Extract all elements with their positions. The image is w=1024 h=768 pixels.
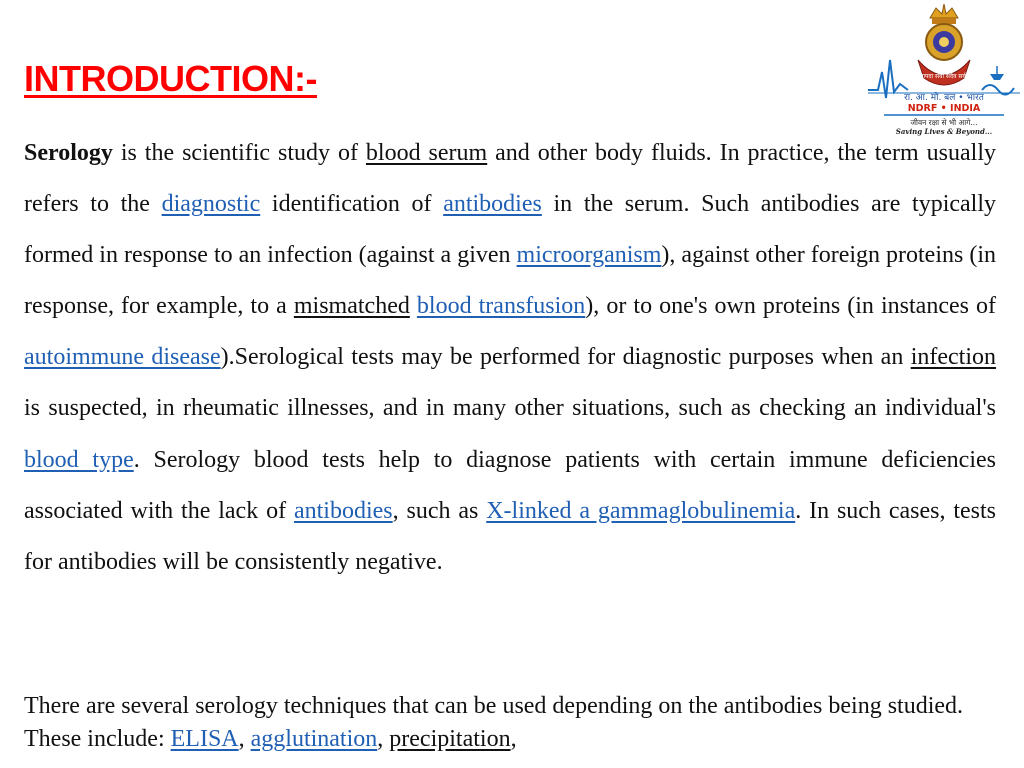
logo-hindi-line: रा. आ. मो. बल • भारत (904, 93, 984, 103)
link-blood-type[interactable]: blood type (24, 446, 134, 473)
term-infection: infection (910, 344, 996, 371)
boat-icon (990, 74, 1004, 80)
techniques-paragraph: There are several serology techniques that can be used depending on the antibodies being studied. These include: ELISA, agglutination, precipitation, (24, 693, 964, 752)
link-agglutination[interactable]: agglutination (250, 726, 378, 752)
link-blood-transfusion[interactable]: blood transfusion (416, 293, 586, 320)
page-title: INTRODUCTION:- (24, 58, 317, 99)
intro-paragraph: Serology is the scientific study of blood serum and other body fluids. In practice, the term usually refers to the diagnostic identification of antibodies in the serum. Such antibodies are typically formed in response to an infection (against a given microorganism), against other foreign proteins (in response, for example, to a mismatched blood transfusion), or to one's own proteins (in instances of autoimmune disease).Serological tests may be performed for diagnostic purposes when an infection is suspected, in rheumatic illnesses, and in many other situations, such as checking an individual's blood type. Serology blood tests help to diagnose patients with certain immune deficiencies associated with the lack of antibodies, such as X-linked a gammaglobulinemia. In such cases, tests for antibodies will be consistently negative. (24, 140, 997, 575)
term-mismatched: mismatched (293, 293, 410, 320)
logo-motto-hindi: जीवन रक्षा से भी आगे... (910, 118, 978, 127)
ndrf-logo (864, 0, 1024, 140)
term-blood-serum: blood serum (365, 140, 488, 166)
link-elisa[interactable]: ELISA (170, 726, 239, 752)
logo-motto-en: Saving Lives & Beyond... (895, 127, 993, 136)
heartbeat-icon (868, 60, 908, 98)
link-antibodies-2[interactable]: antibodies (293, 497, 393, 524)
link-antibodies[interactable]: antibodies (443, 191, 542, 218)
term-precipitation: precipitation (389, 726, 511, 752)
link-microorganism[interactable]: microorganism (516, 242, 662, 269)
link-diagnostic[interactable]: diagnostic (161, 191, 261, 218)
link-autoimmune-disease[interactable]: autoimmune disease (24, 344, 221, 371)
logo-top-text: आपदा सेवा सदैव सर्वत्र (918, 73, 970, 80)
term-serology: Serology (24, 140, 113, 166)
link-x-linked[interactable]: X-linked a gammaglobulinemia (486, 497, 796, 524)
logo-org: NDRF • INDIA (907, 103, 981, 114)
